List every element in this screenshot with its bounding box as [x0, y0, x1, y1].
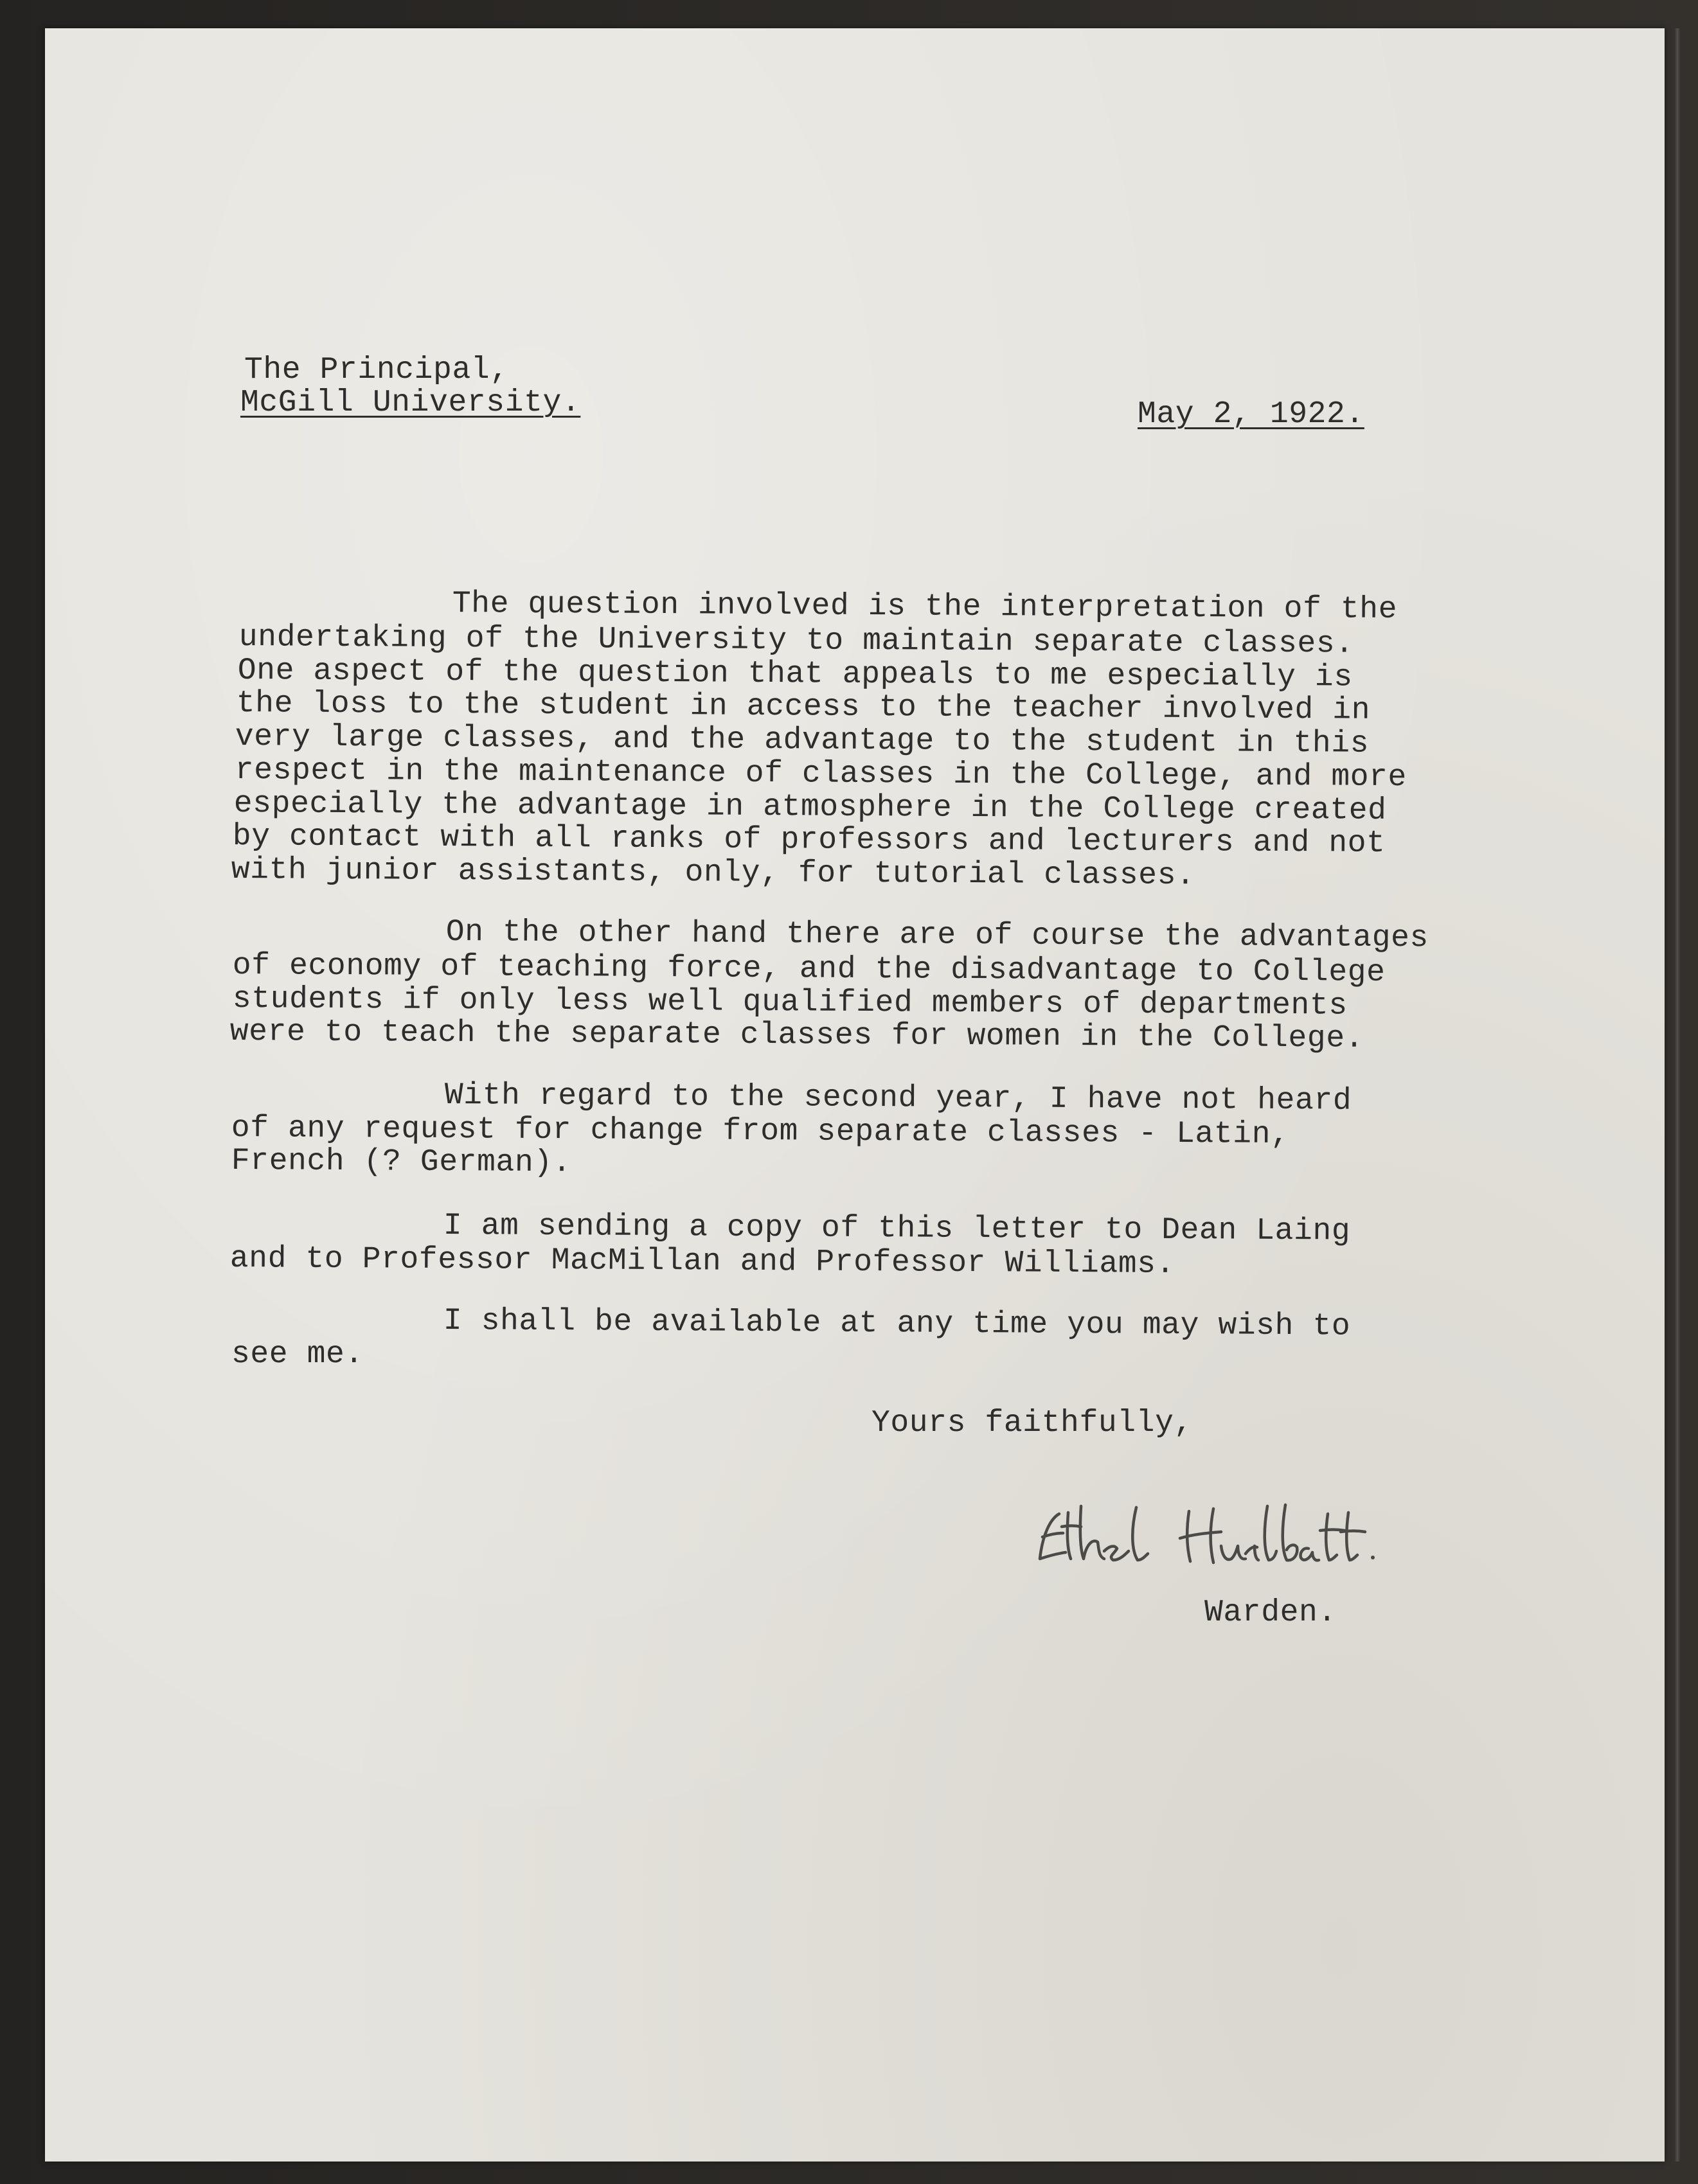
- paragraph-5-line-1: I shall be available at any time you may wish to: [443, 1304, 1351, 1344]
- handwritten-signature: [1028, 1500, 1388, 1577]
- paragraph-2-line-2: of economy of teaching force, and the disadvantage to College: [232, 948, 1386, 990]
- paragraph-1-line-2: undertaking of the University to maintain separate classes.: [238, 620, 1354, 662]
- paragraph-1-line-4: the loss to the student in access to the teacher involved in: [236, 686, 1371, 728]
- paragraph-3-line-3: French (? German).: [231, 1144, 572, 1181]
- paper-fold: [1674, 28, 1681, 2162]
- paragraph-3-line-1: With regard to the second year, I have not heard: [444, 1078, 1352, 1119]
- paragraph-4-line-2: and to Professor MacMillan and Professor Williams.: [229, 1241, 1175, 1282]
- paragraph-1-line-9: with junior assistants, only, for tutorial classes.: [231, 853, 1195, 894]
- paragraph-1-line-7: especially the advantage in atmosphere in the College created: [233, 786, 1387, 828]
- letter-page: [45, 28, 1665, 2162]
- paragraph-3-line-2: of any request for change from separate classes - Latin,: [231, 1111, 1290, 1153]
- paragraph-2-line-3: students if only less well qualified members of departments: [232, 982, 1348, 1024]
- recipient-line-1: The Principal,: [244, 353, 509, 387]
- paragraph-1-line-1: The question involved is the interpretation of the: [452, 587, 1398, 627]
- paragraph-2-line-4: were to teach the separate classes for women in the College.: [229, 1015, 1364, 1056]
- paragraph-5-line-2: see me.: [231, 1337, 364, 1372]
- paragraph-1-line-8: by contact with all ranks of professors and lecturers and not: [232, 819, 1386, 861]
- paragraph-4-line-1: I am sending a copy of this letter to Dean Laing: [443, 1209, 1351, 1249]
- paragraph-1-line-6: respect in the maintenance of classes in the College, and more: [235, 753, 1408, 795]
- paragraph-1-line-5: very large classes, and the advantage to the student in this: [235, 720, 1370, 761]
- signatory-title: Warden.: [1204, 1595, 1337, 1630]
- recipient-line-2: McGill University.: [240, 386, 581, 420]
- closing-text: Yours faithfully,: [871, 1406, 1193, 1441]
- paragraph-1-line-3: One aspect of the question that appeals to me especially is: [237, 653, 1353, 695]
- letter-date: May 2, 1922.: [1138, 397, 1364, 432]
- paragraph-2-line-1: On the other hand there are of course the advantages: [445, 915, 1429, 956]
